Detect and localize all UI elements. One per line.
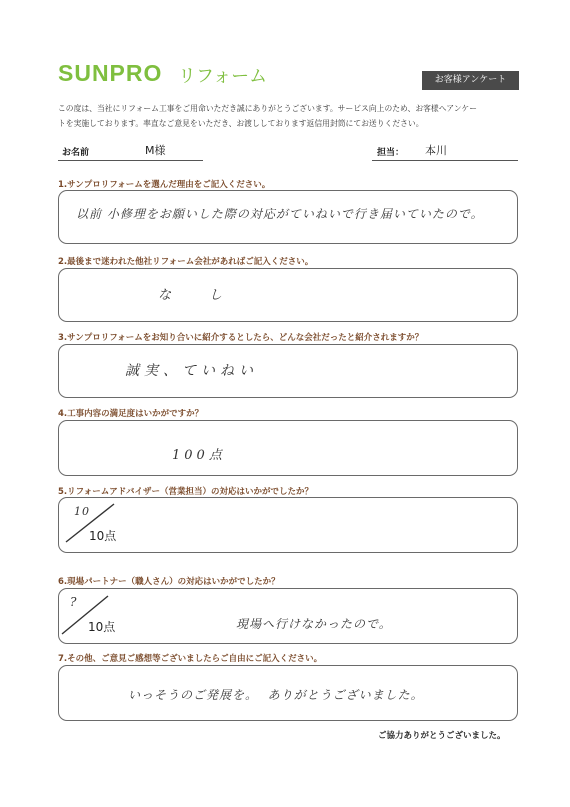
intro-line-1: この度は、当社にリフォーム工事をご用命いただき誠にありがとうございます。サービス向上のため、お客様へアンケー xyxy=(58,104,477,113)
answer-box-4 xyxy=(58,420,518,476)
answer-box-2 xyxy=(58,268,518,322)
question-1-label: 1.サンプロリフォームを選んだ理由をご記入ください。 xyxy=(58,180,271,190)
intro-line-2: トを実施しております。率直なご意見をいただき、お渡ししております返信用封筒にてお送りください。 xyxy=(58,119,424,128)
staff-underline xyxy=(372,160,518,161)
survey-badge: お客様アンケート xyxy=(422,71,519,90)
thank-you-footer: ご協力ありがとうございました。 xyxy=(378,731,506,741)
staff-value: 本川 xyxy=(425,144,447,157)
answer-4-text: 100点 xyxy=(172,448,226,463)
question-7-label: 7.その他、ご意見ご感想等ございましたらご自由にご記入ください。 xyxy=(58,654,323,664)
intro-text xyxy=(58,101,528,131)
staff-label: 担当： xyxy=(377,148,405,158)
answer-2-text: なし xyxy=(158,288,261,303)
answer-6-handwritten-score: ? xyxy=(70,595,78,609)
question-4-label: 4.工事内容の満足度はいかがですか？ xyxy=(58,409,204,419)
answer-7-text: いっそうのご発展を。 ありがとうございました。 xyxy=(128,688,424,702)
question-6-label: 6.現場パートナー（職人さん）の対応はいかがでしたか？ xyxy=(58,577,280,587)
answer-3-text: 誠実、ていねい xyxy=(125,363,258,379)
question-3-label: 3.サンプロリフォームをお知り合いに紹介するとしたら、どんな会社だったと紹介されますか？ xyxy=(58,333,424,343)
answer-5-score-suffix: 10点 xyxy=(89,529,117,543)
name-underline xyxy=(58,160,203,161)
name-label: お名前 xyxy=(62,148,90,158)
answer-6-text: 現場へ行けなかったので。 xyxy=(236,617,392,631)
logo-subtitle: リフォーム xyxy=(178,66,268,87)
question-2-label: 2.最後まで迷われた他社リフォーム会社があればご記入ください。 xyxy=(58,257,314,267)
question-5-label: 5.リフォームアドバイザー（営業担当）の対応はいかがでしたか？ xyxy=(58,487,314,497)
answer-6-score-suffix: 10点 xyxy=(88,620,116,634)
answer-5-handwritten-score: 10 xyxy=(74,505,90,518)
answer-1-text: 以前 小修理をお願いした際の対応がていねいで行き届いていたので。 xyxy=(76,207,484,221)
name-value: M様 xyxy=(145,144,166,157)
sunpro-logo: SUNPRO xyxy=(58,60,163,86)
answer-box-5 xyxy=(58,497,518,553)
